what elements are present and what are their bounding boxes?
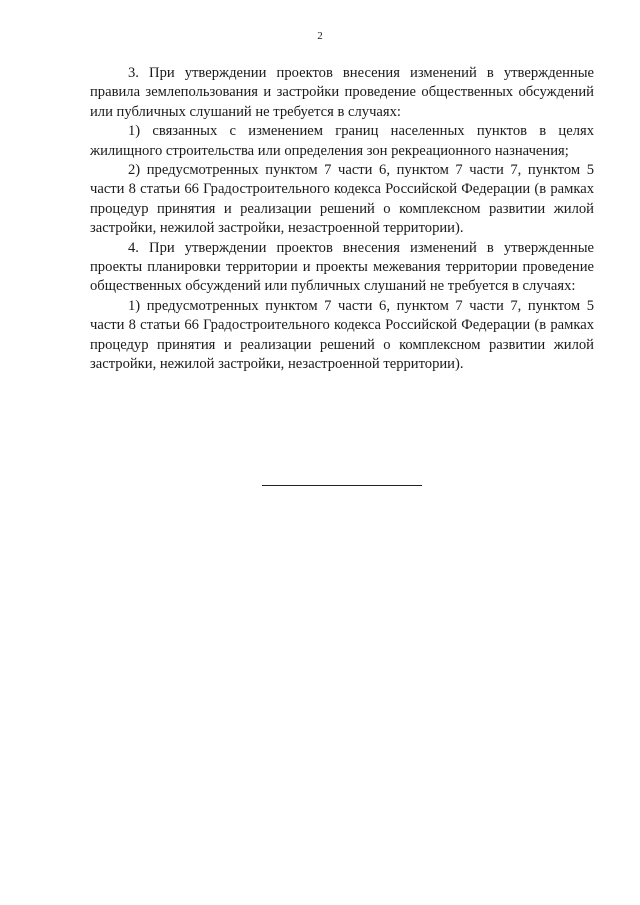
paragraph-clause-4-item-1: 1) предусмотренных пунктом 7 части 6, пунктом 7 части 7, пунктом 5 части 8 статьи 66 Градостроительного кодекса Российской Федерации (в рамках процедур принятия и реализации решений о комплексном развитии жилой застройки, нежилой застройки, незастроенной территории). <box>90 297 594 373</box>
paragraph-clause-3-item-1: 1) связанных с изменением границ населенных пунктов в целях жилищного строительства или определения зон рекреационного назначения; <box>90 123 594 159</box>
paragraph-clause-4: 4. При утверждении проектов внесения изменений в утвержденные проекты планировки территории и проекты межевания территории проведение общественных обсуждений или публичных слушаний не требуется в случаях: <box>90 239 594 295</box>
paragraph-clause-3: 3. При утверждении проектов внесения изменений в утвержденные правила землепользования и застройки проведение общественных обсуждений или публичных слушаний не требуется в случаях: <box>90 65 594 120</box>
document-body <box>90 64 594 375</box>
paragraph-clause-3-item-2: 2) предусмотренных пунктом 7 части 6, пунктом 7 части 7, пунктом 5 части 8 статьи 66 Градостроительного кодекса Российской Федерации (в рамках процедур принятия и реализации решений о комплексном развитии жилой застройки, нежилой застройки, незастроенной территории). <box>90 162 594 237</box>
closing-divider-line <box>262 485 422 486</box>
page-number: 2 <box>317 30 323 42</box>
